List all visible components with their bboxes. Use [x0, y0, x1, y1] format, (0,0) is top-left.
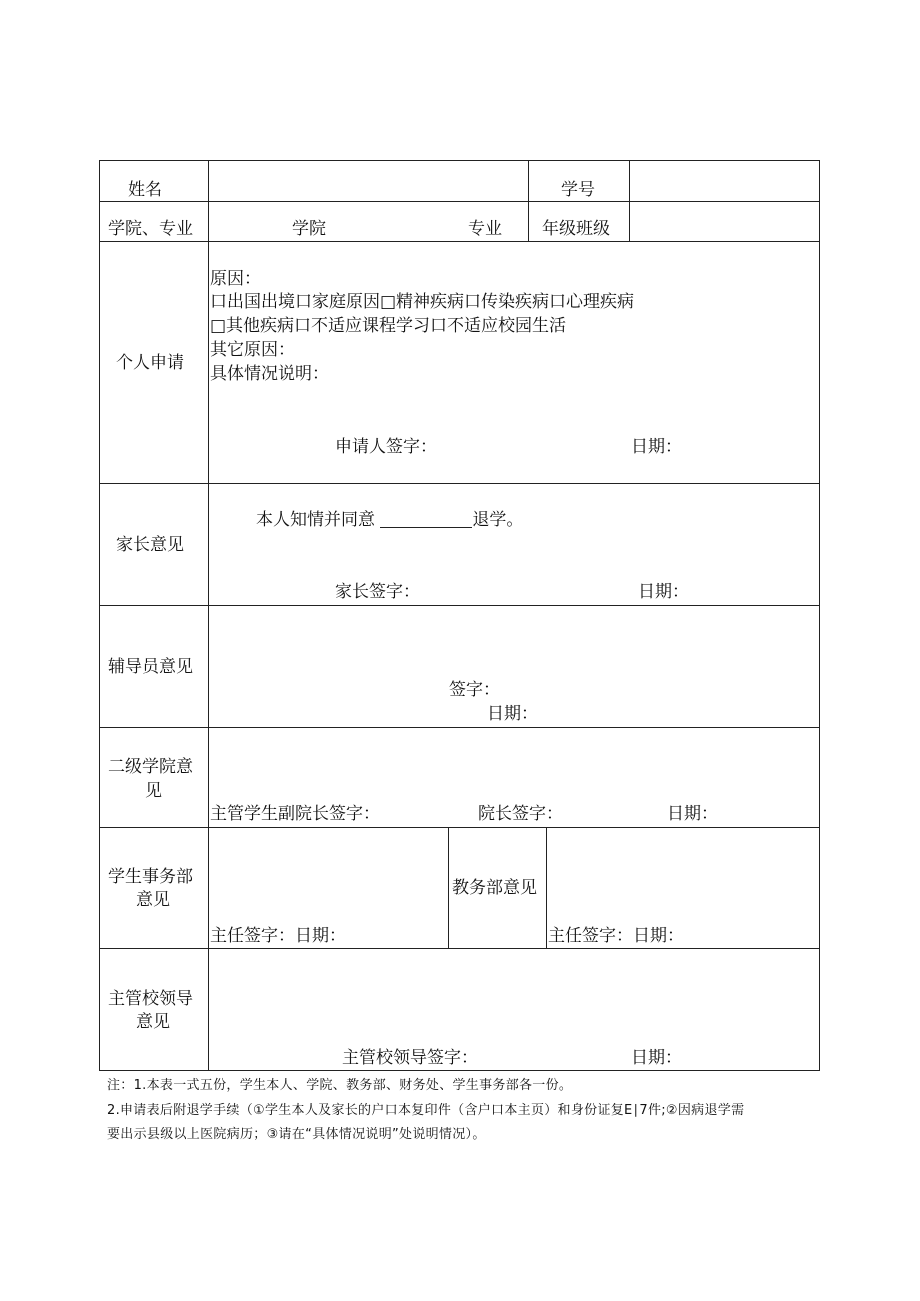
school-leader-signature-label: 主管校领导签字： [342, 1048, 478, 1068]
vice-dean-signature-label: 主管学生副院长签字： [210, 804, 380, 824]
dean-signature-label: 院长签字： [478, 804, 563, 824]
school-leader-label-line1: 主管校领导 [108, 989, 193, 1009]
column-divider [448, 827, 449, 949]
parent-signature-label: 家长签字： [335, 582, 420, 602]
label-column-divider [208, 160, 209, 1071]
major-label: 专业 [468, 219, 502, 239]
other-reason-label: 其它原因： [210, 340, 295, 360]
academic-affairs-signature-date: 主任签字：日期： [548, 926, 684, 946]
note-line-2: 2.申请表后附退学手续（①学生本人及家长的户口本复印件（含户口本主页）和身份证复E∣7件;②因病退学需 [107, 1103, 745, 1118]
parent-statement-prefix: 本人知情并同意 [256, 510, 375, 530]
counselor-date-label: 日期： [487, 704, 538, 724]
college-major-label: 学院、专业 [108, 219, 193, 239]
parent-date-label: 日期： [638, 582, 689, 602]
detail-label: 具体情况说明： [210, 364, 329, 384]
reason-options-line1[interactable]: 口出国出境口家庭原因□精神疾病口传染疾病口心理疾病 [210, 292, 635, 312]
name-label: 姓名 [128, 180, 162, 200]
student-affairs-label-line1: 学生事务部 [108, 867, 193, 887]
counselor-opinion-label: 辅导员意见 [108, 657, 193, 677]
student-id-label: 学号 [561, 180, 595, 200]
column-divider [629, 160, 630, 242]
college-label: 学院 [292, 219, 326, 239]
college-opinion-label-line1: 二级学院意 [108, 757, 193, 777]
table-border-left [99, 160, 100, 1071]
parent-statement-suffix: 退学。 [472, 510, 524, 530]
student-affairs-signature-date: 主任签字：日期： [210, 926, 346, 946]
column-divider [546, 827, 547, 949]
college-date-label: 日期： [667, 804, 718, 824]
personal-application-label: 个人申请 [116, 353, 184, 373]
school-leader-label-line2: 意见 [136, 1012, 170, 1032]
name-field[interactable] [210, 162, 526, 200]
reason-label: 原因： [210, 269, 261, 289]
student-affairs-label-line2: 意见 [136, 890, 170, 910]
note-line-3: 要出示县级以上医院病历；③请在“具体情况说明”处说明情况）。 [107, 1127, 486, 1142]
counselor-signature-label: 签字： [449, 680, 500, 700]
reason-options-line2[interactable]: □其他疾病口不适应课程学习口不适应校园生活 [210, 316, 567, 336]
withdrawal-form-table [99, 160, 820, 1071]
parent-opinion-label: 家长意见 [116, 535, 184, 555]
grade-class-label: 年级班级 [542, 219, 610, 239]
student-id-field[interactable] [631, 162, 817, 200]
applicant-signature-label: 申请人签字： [335, 437, 437, 457]
applicant-date-label: 日期： [631, 437, 682, 457]
column-divider [528, 160, 529, 242]
withdrawal-blank-field[interactable] [380, 510, 472, 528]
note-line-1: 注：1.本表一式五份，学生本人、学院、教务部、财务处、学生事务部各一份。 [107, 1078, 573, 1093]
college-opinion-label-line2: 见 [145, 781, 162, 801]
parent-statement [256, 509, 523, 531]
school-leader-date-label: 日期： [631, 1048, 682, 1068]
academic-affairs-label: 教务部意见 [452, 878, 537, 898]
table-border-right [819, 160, 820, 1071]
grade-class-field[interactable] [631, 203, 817, 240]
